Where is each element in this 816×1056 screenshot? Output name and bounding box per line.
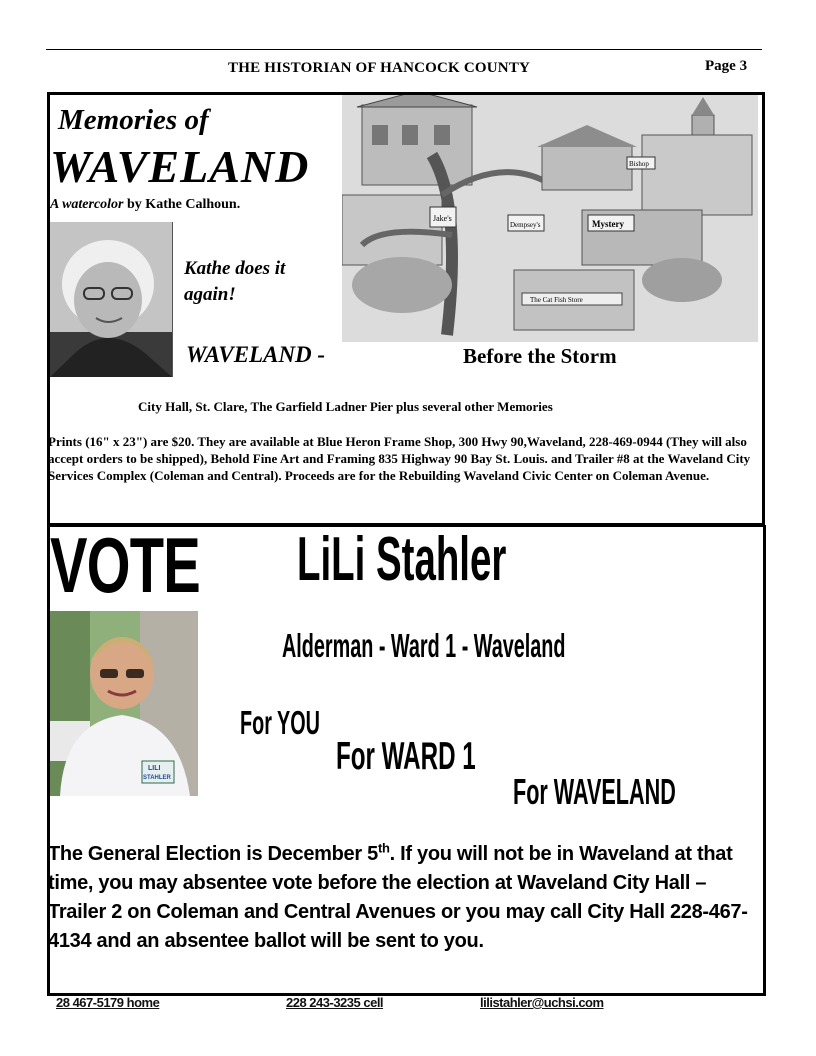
contact-home-phone: 28 467-5179 home: [56, 995, 160, 1010]
vote-heading: VOTE: [50, 521, 201, 609]
shirt-logo-line2: STAHLER: [143, 775, 171, 781]
byline-rest: by Kathe Calhoun.: [123, 197, 241, 212]
election-text-1: The General Election is December 5: [48, 843, 378, 865]
for-ward-1: For WARD 1: [336, 735, 476, 778]
waveland-label: WAVELAND -: [186, 342, 326, 367]
election-text-2: . If you will not be in Waveland at that time, you may absentee vote before the election at Waveland City Hall – Trailer 2 on Coleman and Central Avenues or you may call City Hall 228-467-4134 and an absentee ballot will be sent to you.: [48, 843, 748, 952]
prints-paragraph: Prints (16" x 23") are $20. They are available at Blue Heron Frame Shop, 300 Hwy 90,Waveland, 228-469-0944 (They will also accept orders to be shipped), Behold Fine Art and Framing 835 Highway 90 Bay St. Louis. and Trailer #8 at the Waveland City Services Complex (Coleman and Central). Proceeds are for the Rebuilding Waveland Civic Center on Coleman Avenue.: [48, 434, 751, 483]
memories-title-line1: Memories of: [58, 104, 209, 136]
kathe-line-1: Kathe does it: [184, 258, 286, 279]
kathe-line-2: again!: [184, 284, 236, 305]
page-number: Page 3: [705, 58, 748, 74]
shirt-logo-line1: LILI: [148, 765, 161, 772]
contact-cell-phone: 228 243-3235 cell: [286, 995, 384, 1010]
header-rule: [46, 49, 762, 50]
election-paragraph: [48, 840, 768, 956]
byline-prefix: A watercolor: [50, 197, 124, 212]
candidate-name: LiLi Stahler: [297, 525, 507, 594]
memories-title-line2: WAVELAND: [50, 141, 310, 192]
before-the-storm: Before the Storm: [463, 344, 617, 368]
painting-store-sign: The Cat Fish Store: [530, 296, 583, 304]
painting-sign-4: Bishop: [629, 160, 649, 168]
waveland-watercolor-image: [342, 95, 758, 342]
kathe-portrait-photo: [50, 222, 173, 377]
painting-sign-2: Dempsey's: [510, 221, 541, 229]
contact-email-link[interactable]: lilistahler@uchsi.com: [480, 995, 604, 1010]
newsletter-title: THE HISTORIAN OF HANCOCK COUNTY: [228, 60, 531, 76]
for-waveland: For WAVELAND: [513, 771, 676, 812]
lili-portrait-photo: [50, 611, 198, 796]
for-you: For YOU: [240, 704, 320, 741]
kathe-does-it-again: [184, 256, 285, 308]
election-superscript: th: [377, 840, 390, 856]
memories-list: City Hall, St. Clare, The Garfield Ladner Pier plus several other Memories: [138, 399, 553, 414]
painting-sign-3: Mystery: [592, 219, 624, 229]
byline: [50, 197, 240, 213]
painting-sign-1: Jake's: [433, 214, 452, 223]
office-line: Alderman - Ward 1 - Waveland: [282, 627, 566, 664]
